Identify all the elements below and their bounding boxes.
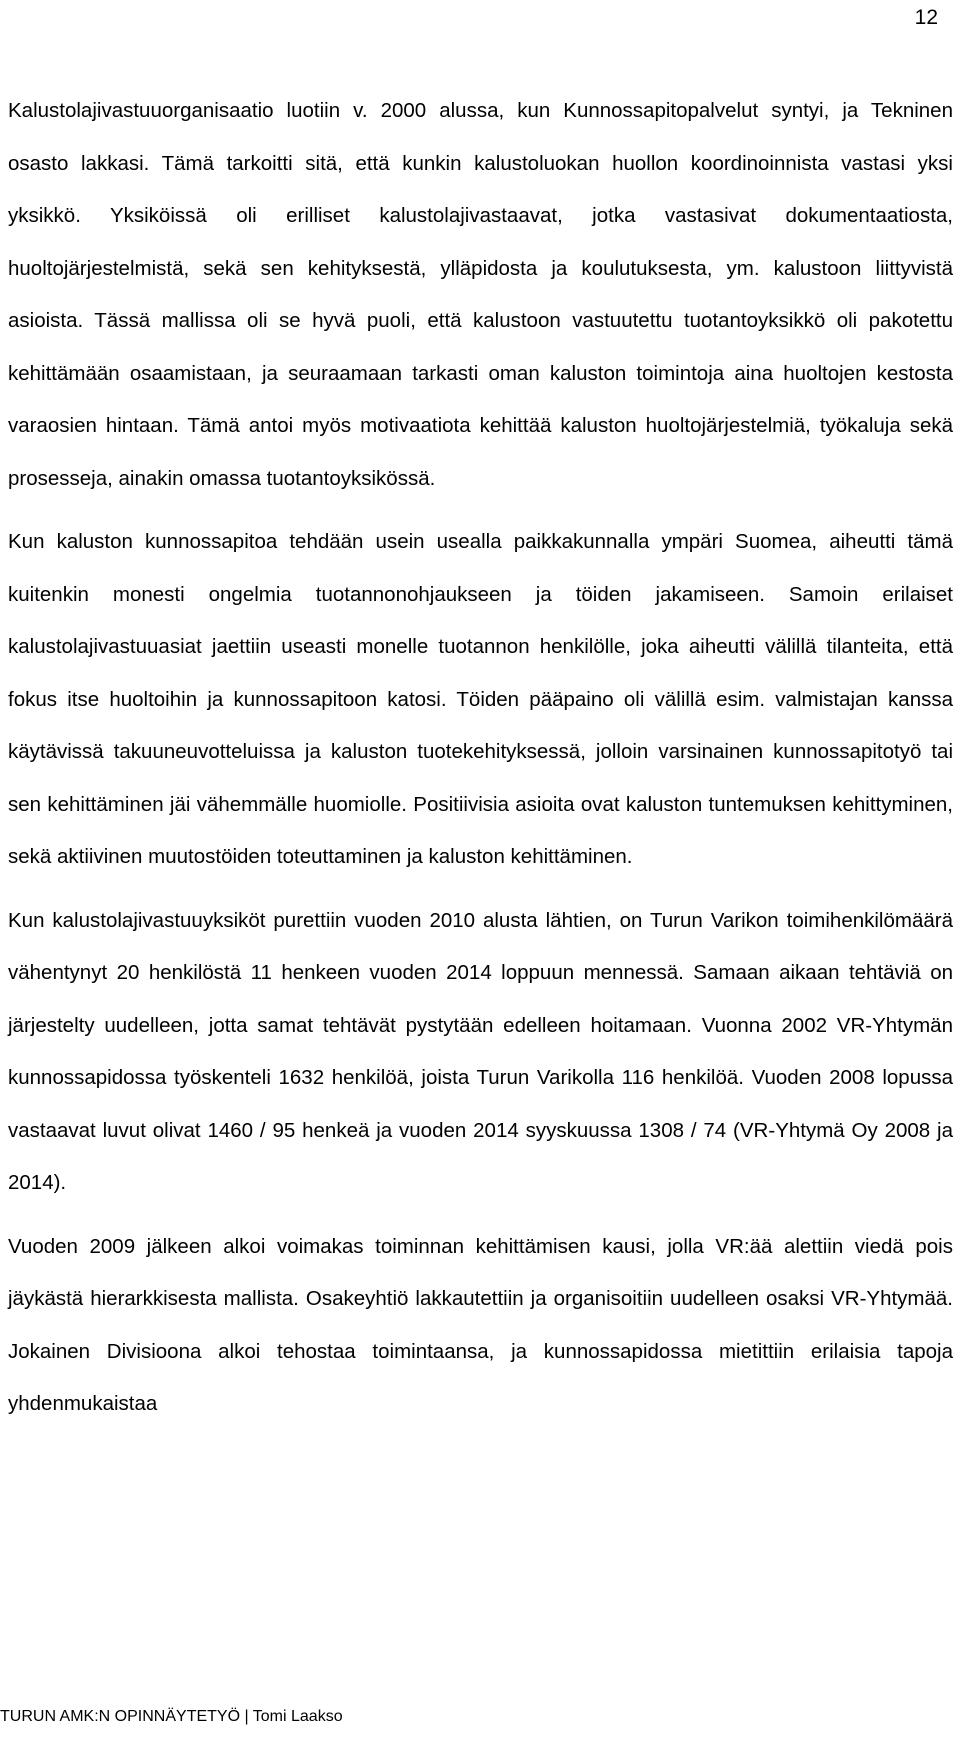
page-footer: TURUN AMK:N OPINNÄYTETYÖ | Tomi Laakso bbox=[0, 1708, 343, 1725]
paragraph-1: Kalustolajivastuuorganisaatio luotiin v. 2000 alussa, kun Kunnossapitopalvelut syntyi, ja Tekninen osasto lakkasi. Tämä tarkoitti sitä, että kunkin kalustoluokan huollon koordinoinnista vastasi yksi yksikkö. Yksiköissä oli erilliset kalustolajivastaavat, jotka vastasivat dokumentaatiosta, huoltojärjestelmistä, sekä sen kehityksestä, ylläpidosta ja koulutuksesta, ym. kalustoon liittyvistä asioista. Tässä mallissa oli se hyvä puoli, että kalustoon vastuutettu tuotantoyksikkö oli pakotettu kehittämään osaamistaan, ja seuraamaan tarkasti oman kaluston toimintoja aina huoltojen kestosta varaosien hintaan. Tämä antoi myös motivaatiota kehittää kaluston huoltojärjestelmiä, työkaluja sekä prosesseja, ainakin omassa tuotantoyksikössä. bbox=[8, 99, 953, 490]
paragraph-2: Kun kaluston kunnossapitoa tehdään usein usealla paikkakunnalla ympäri Suomea, aiheutti tämä kuitenkin monesti ongelmia tuotannonohjaukseen ja töiden jakamiseen. Samoin erilaiset kalustolajivastuuasiat jaettiin useasti monelle tuotannon henkilölle, joka aiheutti välillä tilanteita, että fokus itse huoltoihin ja kunnossapitoon katosi. Töiden pääpaino oli välillä esim. valmistajan kanssa käytävissä takuuneuvotteluissa ja kaluston tuotekehityksessä, jolloin varsinainen kunnossapitotyö tai sen kehittäminen jäi vähemmälle huomiolle. Positiivisia asioita ovat kaluston tuntemuksen kehittyminen, sekä aktiivinen muutostöiden toteuttaminen ja kaluston kehittäminen. bbox=[8, 530, 953, 868]
document-body bbox=[0, 85, 960, 1442]
paragraph-4: Vuoden 2009 jälkeen alkoi voimakas toiminnan kehittämisen kausi, jolla VR:ää alettiin viedä pois jäykästä hierarkkisesta mallista. Osakeyhtiö lakkautettiin ja organisoitiin uudelleen osaksi VR-Yhtymää. Jokainen Divisioona alkoi tehostaa toimintaansa, ja kunnossapidossa mietittiin erilaisia tapoja yhdenmukaistaa bbox=[8, 1234, 953, 1415]
page-number: 12 bbox=[914, 6, 938, 29]
paragraph-3: Kun kalustolajivastuuyksiköt purettiin vuoden 2010 alusta lähtien, on Turun Varikon toimihenkilömäärä vähentynyt 20 henkilöstä 11 henkeen vuoden 2014 loppuun mennessä. Samaan aikaan tehtäviä on järjestelty uudelleen, jotta samat tehtävät pystytään edelleen hoitamaan. Vuonna 2002 VR-Yhtymän kunnossapidossa työskenteli 1632 henkilöä, joista Turun Varikolla 116 henkilöä. Vuoden 2008 lopussa vastaavat luvut olivat 1460 / 95 henkeä ja vuoden 2014 syyskuussa 1308 / 74 (VR-Yhtymä Oy 2008 ja 2014). bbox=[8, 908, 953, 1194]
